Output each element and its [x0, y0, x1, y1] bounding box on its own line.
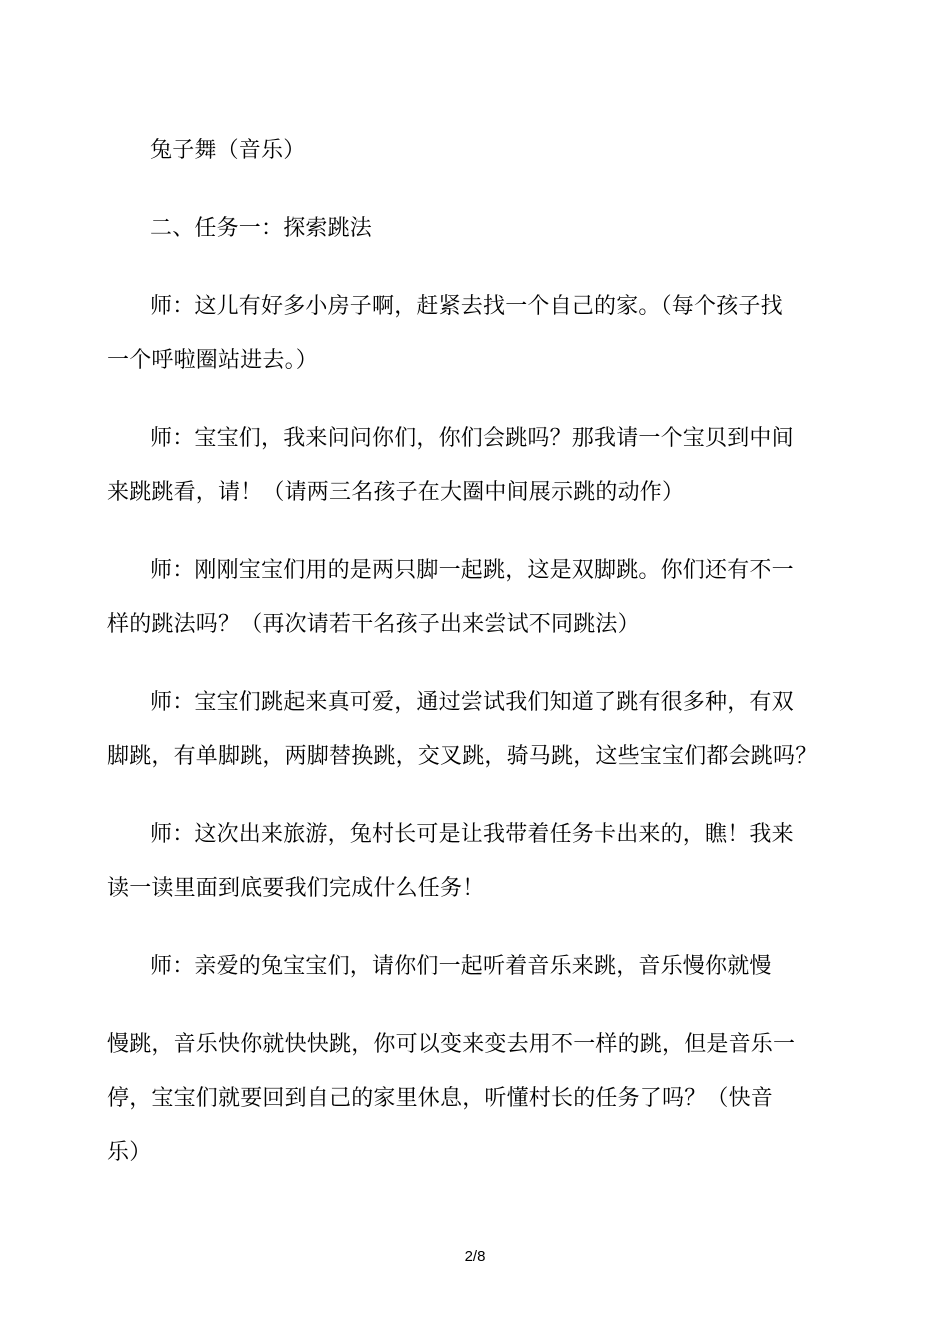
paragraph-5-line-2: 读一读里面到底要我们完成什么任务！	[107, 876, 485, 901]
paragraph-5-line-1: 师：这次出来旅游，兔村长可是让我带着任务卡出来的，瞧！我来	[150, 822, 794, 847]
section-heading-task-one: 二、任务一：探索跳法	[150, 216, 373, 241]
paragraph-4-line-2: 脚跳，有单脚跳，两脚替换跳，交叉跳，骑马跳，这些宝宝们都会跳吗？	[107, 744, 818, 769]
paragraph-2-line-2: 来跳跳看，请！（请两三名孩子在大圈中间展示跳的动作）	[107, 480, 685, 505]
paragraph-heading-music: 兔子舞（音乐）	[150, 138, 306, 163]
paragraph-7-line-2: 停，宝宝们就要回到自己的家里休息，听懂村长的任务了吗？（快音	[107, 1086, 774, 1111]
paragraph-3-line-1: 师：刚刚宝宝们用的是两只脚一起跳，这是双脚跳。你们还有不一	[150, 558, 794, 583]
paragraph-6-line-1: 师：亲爱的兔宝宝们，请你们一起听着音乐来跳，音乐慢你就慢	[150, 954, 772, 979]
paragraph-4-line-1: 师：宝宝们跳起来真可爱，通过尝试我们知道了跳有很多种，有双	[150, 690, 794, 715]
paragraph-1-line-2: 一个呼啦圈站进去。）	[107, 348, 319, 373]
paragraph-7-line-1: 慢跳，音乐快你就快快跳，你可以变来变去用不一样的跳，但是音乐一	[107, 1032, 796, 1057]
paragraph-1-line-1: 师：这儿有好多小房子啊，赶紧去找一个自己的家。（每个孩子找	[150, 294, 783, 319]
page-number: 2/8	[464, 1248, 486, 1265]
paragraph-2-line-1: 师：宝宝们，我来问问你们，你们会跳吗？那我请一个宝贝到中间	[150, 426, 794, 451]
paragraph-3-line-2: 样的跳法吗？（再次请若干名孩子出来尝试不同跳法）	[107, 612, 640, 637]
paragraph-7-line-3: 乐）	[107, 1140, 152, 1165]
